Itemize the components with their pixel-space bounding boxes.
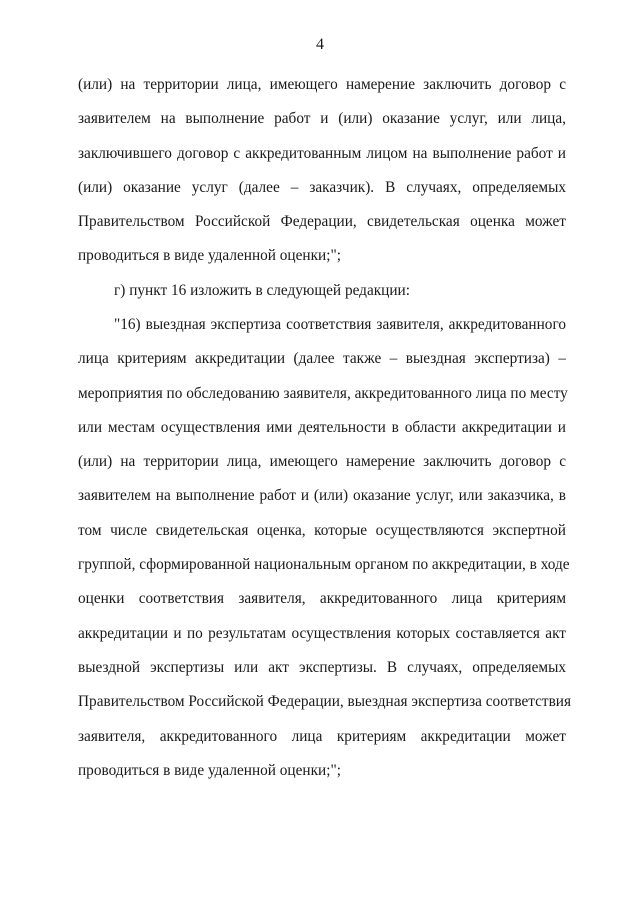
text-line: заявителем на выполнение работ и (или) оказание услуг, или заказчика, в [78, 487, 566, 505]
text-line: проводиться в виде удаленной оценки;"; [78, 761, 341, 779]
text-line: или местам осуществления ими деятельности в области аккредитации и [78, 418, 566, 436]
text-line: оценки соответствия заявителя, аккредитованного лица критериям [78, 590, 566, 608]
text-line: (или) оказание услуг (далее – заказчик). В случаях, определяемых [78, 178, 566, 196]
paragraph-continuation [78, 68, 566, 274]
page-number: 4 [316, 36, 324, 53]
text-line: мероприятия по обследованию заявителя, аккредитованного лица по месту [78, 384, 568, 402]
text-line: (или) на территории лица, имеющего намерение заключить договор с [78, 76, 566, 93]
text-line: заключившего договор с аккредитованным лицом на выполнение работ и [78, 144, 566, 162]
text-line: "16) выездная экспертиза соответствия заявителя, аккредитованного [114, 316, 566, 333]
text-line: аккредитации и по результатам осуществления которых составляется акт [78, 624, 566, 642]
text-line: выездной экспертизы или акт экспертизы. В случаях, определяемых [78, 658, 566, 676]
text-line: Правительством Российской Федерации, свидетельская оценка может [78, 213, 566, 231]
paragraph-item-16 [78, 308, 572, 788]
paragraph-amendment-g [78, 274, 566, 308]
text-line: (или) на территории лица, имеющего намерение заключить договор с [78, 453, 566, 471]
text-line: Правительством Российской Федерации, выездная экспертиза соответствия [78, 693, 572, 711]
text-line: г) пункт 16 изложить в следующей редакции: [114, 282, 410, 299]
text-line: заявителем на выполнение работ и (или) оказание услуг, или лица, [78, 110, 566, 128]
text-line: том числе свидетельская оценка, которые осуществляются экспертной [78, 521, 566, 539]
text-line: группой, сформированной национальным органом по аккредитации, в ходе [78, 556, 570, 574]
text-line: лица критериям аккредитации (далее также – выездная экспертиза) – [78, 350, 566, 368]
text-line: заявителя, аккредитованного лица критериям аккредитации может [78, 727, 566, 745]
text-line: проводиться в виде удаленной оценки;"; [78, 247, 341, 265]
